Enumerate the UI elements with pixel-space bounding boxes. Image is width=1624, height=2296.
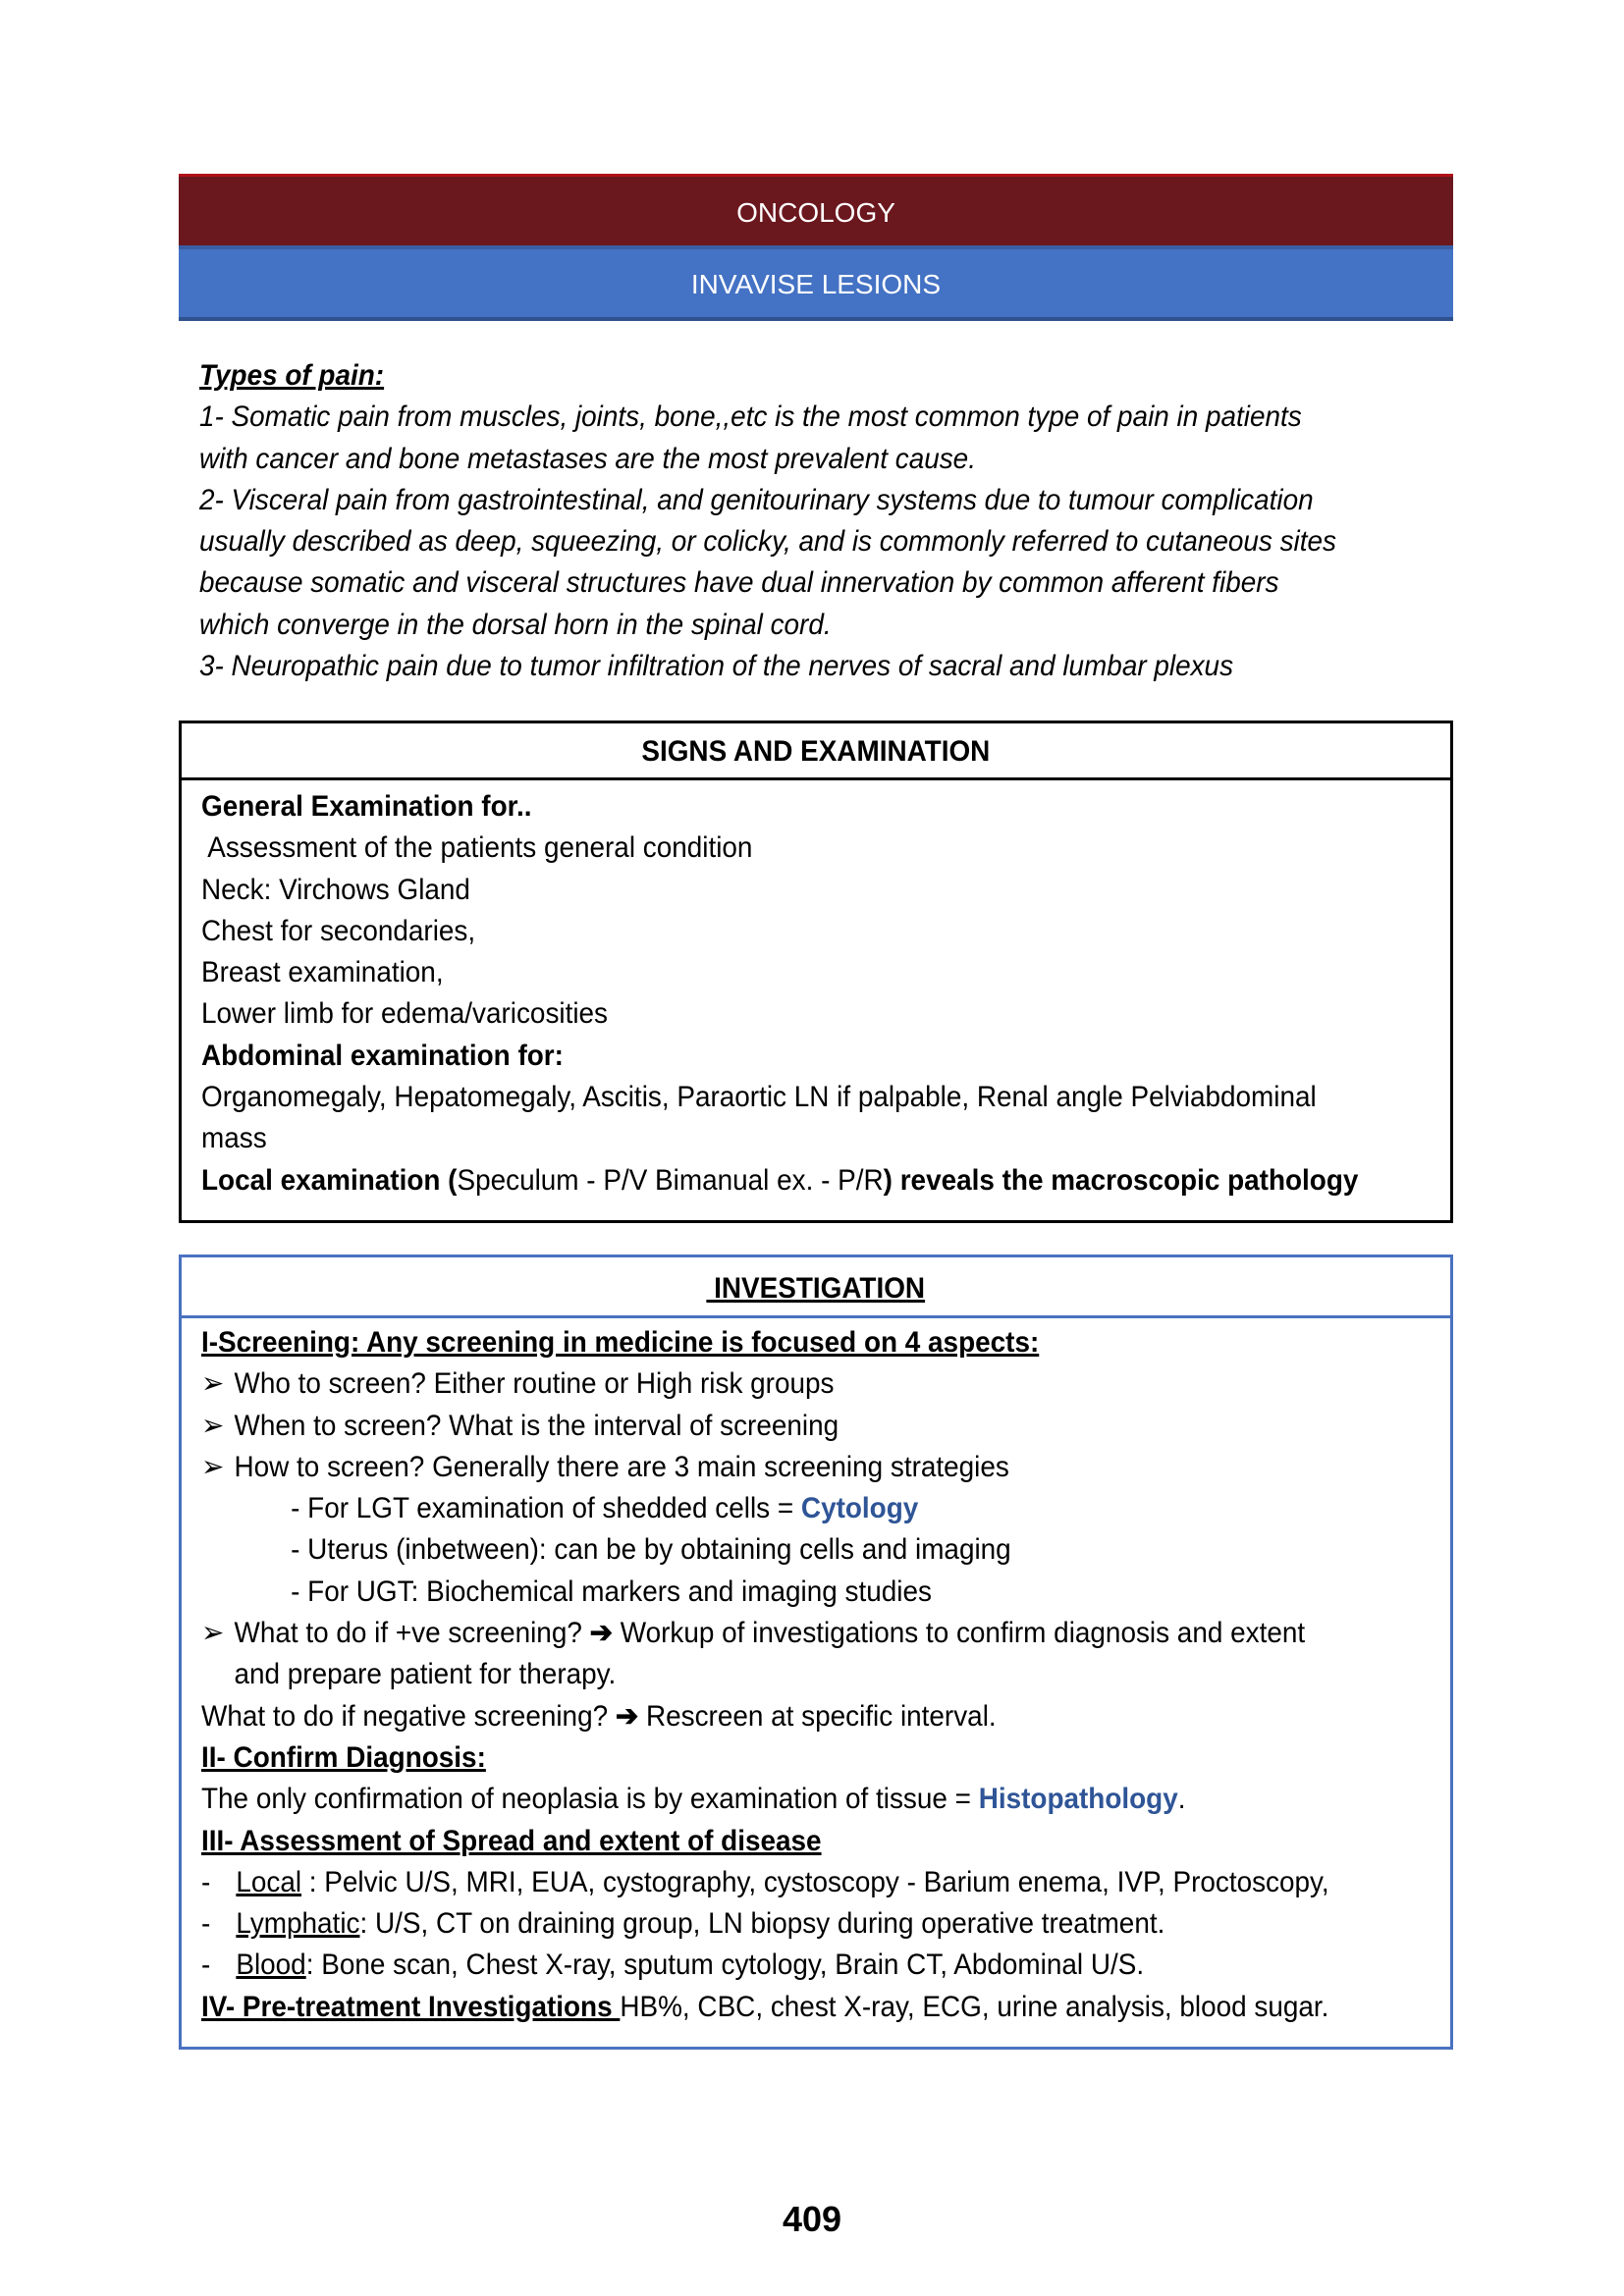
general-exam-item: Lower limb for edema/varicosities [201,997,609,1031]
topic-banner [179,245,1453,321]
bullet-arrow-icon: ➢ [201,1409,225,1442]
strategy-item: - Uterus (inbetween): can be by obtaining cells and imaging [291,1533,1011,1567]
right-arrow-icon: ➔ [615,1699,639,1733]
page-number: 409 [782,2199,842,2239]
general-exam-item: Chest for secondaries, [201,914,476,947]
spread-item-local: - Local : Pelvic U/S, MRI, EUA, cystography, cystoscopy - Barium enema, IVP, Proctoscopy, [201,1865,1329,1898]
investigation-heading: INVESTIGATION [182,1257,1450,1318]
right-arrow-icon: ➔ [589,1617,613,1650]
spread-item-blood: - Blood: Bone scan, Chest X-ray, sputum cytology, Brain CT, Abdominal U/S. [201,1949,1145,1982]
types-of-pain-section [199,355,1368,687]
chapter-banner [179,174,1453,245]
negative-screening: What to do if negative screening? ➔ Rescreen at specific interval. [201,1699,997,1733]
spread-item-lymphatic: - Lymphatic: U/S, CT on draining group, LN biopsy during operative treatment. [201,1907,1165,1941]
bullet-arrow-icon: ➢ [201,1450,225,1483]
general-exam-item: Assessment of the patients general condition [201,831,753,865]
screening-bullet: ➢ How to screen? Generally there are 3 main screening strategies [201,1447,1461,1488]
positive-screening: ➢ What to do if +ve screening? ➔ Workup of investigations to confirm diagnosis and extent [201,1613,1461,1654]
pretreatment-line: IV- Pre-treatment Investigations HB%, CBC, chest X-ray, ECG, urine analysis, blood sugar. [201,1990,1329,2023]
pain-line: usually described as deep, squeezing, or colicky, and is commonly referred to cutaneous sites [199,525,1336,559]
screening-heading: I-Screening: Any screening in medicine is focused on 4 aspects: [201,1326,1040,1359]
abdominal-exam-heading: Abdominal examination for: [201,1039,564,1072]
general-exam-item: Neck: Virchows Gland [201,873,470,906]
strategy-item: - For LGT examination of shedded cells = Cytology [291,1492,919,1525]
bullet-arrow-icon: ➢ [201,1367,225,1401]
pain-line: which converge in the dorsal horn in the spinal cord. [199,608,832,641]
signs-heading: SIGNS AND EXAMINATION [182,723,1450,780]
investigation-box [179,1255,1453,2050]
screening-bullet: ➢ Who to screen? Either routine or High risk groups [201,1363,1461,1405]
confirm-diagnosis-heading: II- Confirm Diagnosis: [201,1740,486,1774]
strategy-item: - For UGT: Biochemical markers and imaging studies [291,1575,932,1608]
general-exam-heading: General Examination for.. [201,790,532,823]
confirm-diagnosis-text: The only confirmation of neoplasia is by examination of tissue = Histopathology. [201,1783,1186,1816]
pain-line: with cancer and bone metastases are the most prevalent cause. [199,442,976,475]
histopathology-highlight: Histopathology [978,1783,1178,1816]
chapter-title: ONCOLOGY [736,197,895,228]
spread-heading: III- Assessment of Spread and extent of disease [201,1824,822,1857]
abdominal-exam-line: mass [201,1122,267,1155]
topic-title: INVAVISE LESIONS [690,269,942,299]
general-exam-item: Breast examination, [201,956,444,989]
cytology-highlight: Cytology [800,1492,919,1525]
pain-line: 2- Visceral pain from gastrointestinal, and genitourinary systems due to tumour complication [199,483,1314,516]
bullet-arrow-icon: ➢ [201,1617,225,1650]
pain-line: because somatic and visceral structures have dual innervation by common afferent fibers [199,566,1279,600]
positive-screening-cont: and prepare patient for therapy. [234,1658,617,1691]
pain-line: 1- Somatic pain from muscles, joints, bone,,etc is the most common type of pain in patients [199,400,1302,434]
pain-line: 3- Neuropathic pain due to tumor infiltration of the nerves of sacral and lumbar plexus [199,650,1234,683]
local-exam-line: Local examination (Speculum - P/V Bimanual ex. - P/R) reveals the macroscopic pathology [201,1163,1359,1197]
abdominal-exam-line: Organomegaly, Hepatomegaly, Ascitis, Paraortic LN if palpable, Renal angle Pelviabdominal [201,1081,1317,1114]
pretreatment-heading: IV- Pre-treatment Investigations [201,1990,621,2023]
types-of-pain-heading: Types of pain: [199,359,385,392]
screening-bullet: ➢ When to screen? What is the interval of screening [201,1406,1461,1447]
signs-examination-box [179,721,1453,1223]
